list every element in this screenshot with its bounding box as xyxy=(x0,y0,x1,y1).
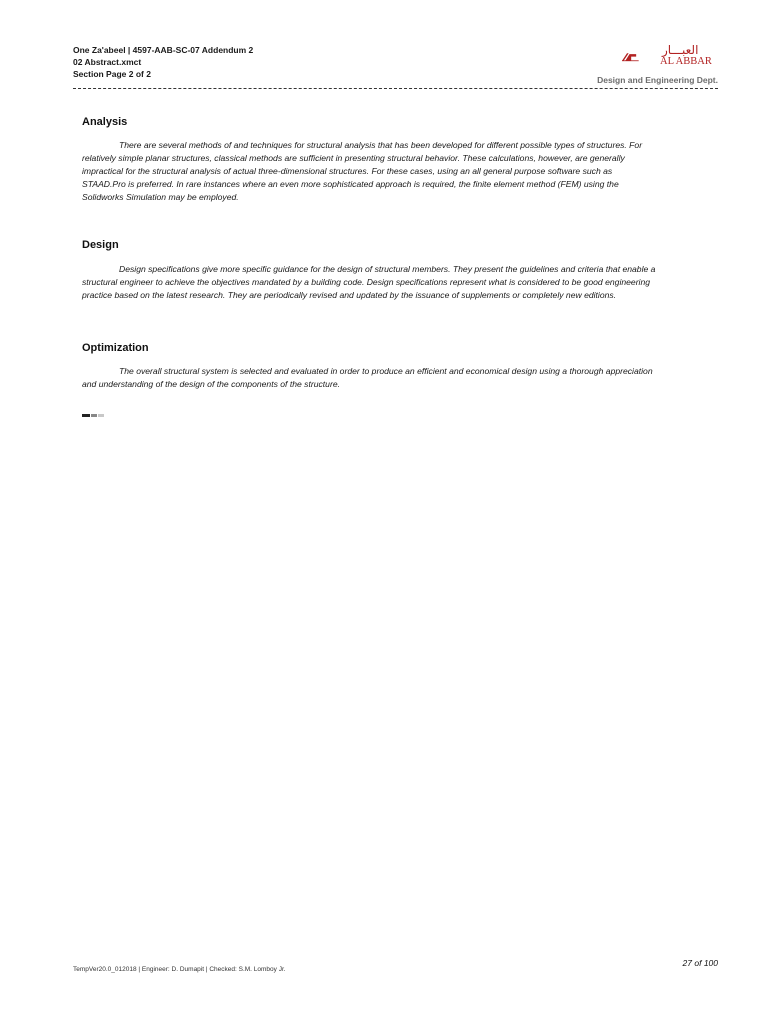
section-heading-optimization: Optimization xyxy=(82,342,149,354)
section-body-analysis: There are several methods of and techniques for structural analysis that has been developed for different possible types of structures. For relatively simple planar structures, classical methods are sufficient in presenting structural behavior. These calculations, however, are generally impractical for the structural analysis of actual three-dimensional structures. For these cases, using an all general purpose software such as STAAD.Pro is preferred. In rare instances where an even more sophisticated approach is required, the finite element method (FEM) using the Solidworks Simulation may be employed. xyxy=(82,140,643,202)
header-divider xyxy=(73,88,718,89)
end-of-section-marker xyxy=(82,414,104,417)
end-marker-mid-segment xyxy=(91,414,97,417)
footer-info: TempVer20.0_012018 | Engineer: D. Dumapit | Checked: S.M. Lomboy Jr. xyxy=(73,966,286,973)
end-marker-dark-segment xyxy=(82,414,90,417)
logo-arabic-text: العبـــار xyxy=(662,43,699,57)
section-body-design: Design specifications give more specific guidance for the design of structural members. They present the guidelines and criteria that enable a structural engineer to achieve the objectives mandated by a building code. Design specifications represent what is considered to be good engineering practice based on the latest research. They are periodically revised and updated by the issuance of supplements or completely new editions. xyxy=(82,264,656,300)
department-label: Design and Engineering Dept. xyxy=(597,75,718,85)
document-header-meta xyxy=(73,44,253,80)
project-title: One Za'abeel | 4597-AAB-SC-07 Addendum 2 xyxy=(73,45,254,55)
end-marker-light-segment xyxy=(98,414,104,417)
section-heading-design: Design xyxy=(82,239,119,251)
page-number: 27 of 100 xyxy=(682,958,718,968)
section-heading-analysis: Analysis xyxy=(82,116,128,128)
logo-baseline xyxy=(622,60,639,61)
section-page-indicator: Section Page 2 of 2 xyxy=(73,69,151,79)
section-body-optimization: The overall structural system is selected and evaluated in order to produce an efficient and economical design using a thorough appreciation and understanding of the design of the components of the structure. xyxy=(82,366,653,389)
company-logo-mark xyxy=(622,46,662,68)
file-name: 02 Abstract.xmct xyxy=(73,57,142,67)
logo-latin-text: AL ABBAR xyxy=(660,56,712,67)
